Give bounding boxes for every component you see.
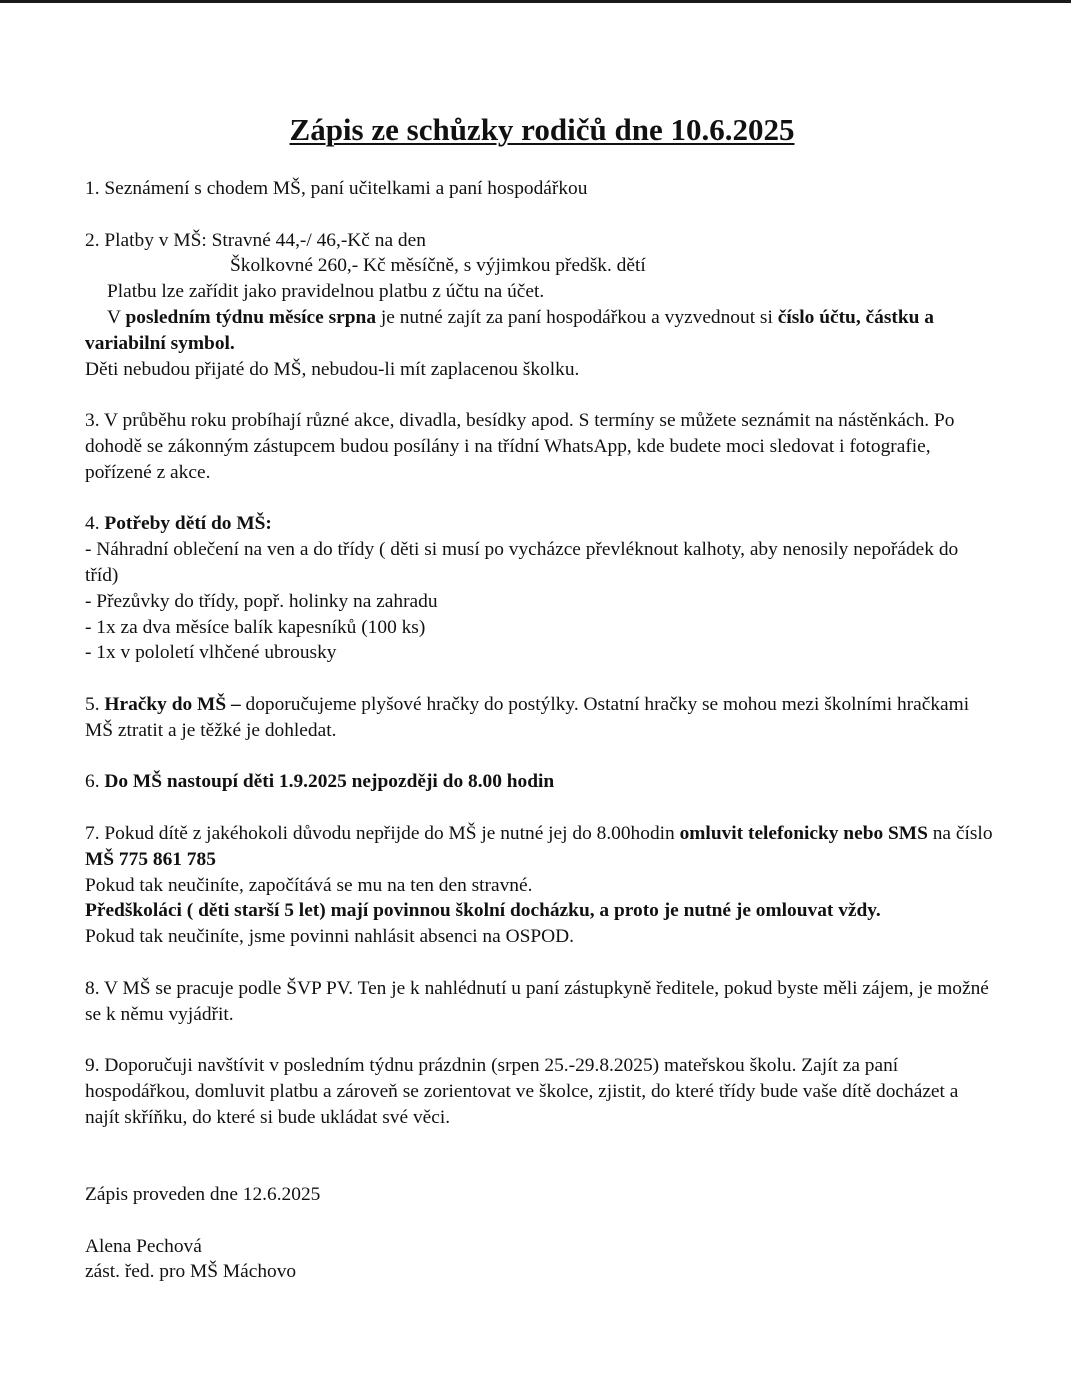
item-7-meal-charge: Pokud tak neučiníte, započítává se mu na ten den stravné. (85, 874, 533, 896)
item-2-tuition: Školkovné 260,- Kč měsíčně, s výjimkou předšk. dětí (230, 255, 646, 277)
item-4-list-4: - 1x v pololetí vlhčené ubrousky (85, 642, 337, 664)
item-2-pickup-info: V posledním týdnu měsíce srpna je nutné zajít za paní hospodářkou a vyzvednout si číslo účtu, částku a variabilní symbol. (85, 306, 934, 354)
item-5-heading: Hračky do MŠ – (104, 693, 241, 715)
item-7 (85, 821, 995, 950)
phone-number: MŠ 775 861 785 (85, 848, 216, 870)
item-3: 3. V průběhu roku probíhají různé akce, divadla, besídky apod. S termíny se můžete seznámit na nástěnkách. Po dohodě se zákonným zástupcem budou posílány i na třídní WhatsApp, kde budete moci sledovat i fotografie, pořízené z akce. (85, 410, 955, 483)
item-6: 6. Do MŠ nastoupí děti 1.9.2025 nejpozději do 8.00 hodin (85, 771, 555, 793)
item-4-heading: Potřeby dětí do MŠ: (104, 513, 272, 535)
item-5: 5. Hračky do MŠ – doporučujeme plyšové hračky do postýlky. Ostatní hračky se mohou mezi školními hračkami MŠ ztratit a je těžké je dohledat. (85, 693, 970, 741)
document-page (85, 110, 995, 1285)
item-4-list-1: - Náhradní oblečení na ven a do třídy ( děti si musí po vycházce převléknout kalhoty, aby nenosily nepořádek do tříd) (85, 539, 959, 586)
item-4: 4. Potřeby dětí do MŠ: - Náhradní oblečení na ven a do třídy ( děti si musí po vycházce převléknout kalhoty, aby nenosily nepořádek do tříd) - Přezůvky do třídy, popř. holinky na zahradu - 1x za dva měsíce balík kapesníků (100 ks) - 1x v pololetí vlhčené ubrousky (85, 511, 995, 666)
top-border (0, 0, 1071, 3)
record-date: Zápis proveden dne 12.6.2025 (85, 1184, 321, 1206)
author-name: Alena Pechová (85, 1235, 202, 1257)
item-7-preschool-notice: Předškoláci ( děti starší 5 let) mají povinnou školní docházku, a proto je nutné je omlouvat vždy. (85, 900, 881, 922)
item-7-excuse-info: 7. Pokud dítě z jakéhokoli důvodu nepřijde do MŠ je nutné jej do 8.00hodin omluvit telefonicky nebo SMS na číslo MŠ 775 861 785 (85, 822, 993, 870)
item-2-payments: 2. Platby v MŠ: Stravné 44,-/ 46,-Kč na den (85, 229, 426, 251)
author-role: zást. řed. pro MŠ Máchovo (85, 1261, 297, 1283)
item-4-list-2: - Přezůvky do třídy, popř. holinky na zahradu (85, 590, 438, 612)
item-1: 1. Seznámení s chodem MŠ, paní učitelkami a paní hospodářkou (85, 178, 588, 199)
item-2 (85, 228, 995, 383)
item-7-ospod: Pokud tak neučiníte, jsme povinni nahlásit absenci na OSPOD. (85, 926, 575, 948)
document-title: Zápis ze schůzky rodičů dne 10.6.2025 (289, 112, 795, 147)
item-4-list-3: - 1x za dva měsíce balík kapesníků (100 ks) (85, 616, 426, 638)
item-2-standing-order: Platbu lze zařídit jako pravidelnou platbu z účtu na účet. (107, 281, 545, 303)
item-9: 9. Doporučuji navštívit v posledním týdnu prázdnin (srpen 25.-29.8.2025) mateřskou školu. Zajít za paní hospodářkou, domluvit platbu a zároveň se zorientovat ve školce, zjistit, do které třídy bude vaše dítě docházet a najít skříňku, do které si bude ukládat své věci. (85, 1055, 959, 1128)
item-8: 8. V MŠ se pracuje podle ŠVP PV. Ten je k nahlédnutí u paní zástupkyně ředitele, pokud byste měli zájem, je možné se k němu vyjádřit. (85, 977, 989, 1025)
item-2-warning: Děti nebudou přijaté do MŠ, nebudou-li mít zaplacenou školku. (85, 358, 580, 380)
